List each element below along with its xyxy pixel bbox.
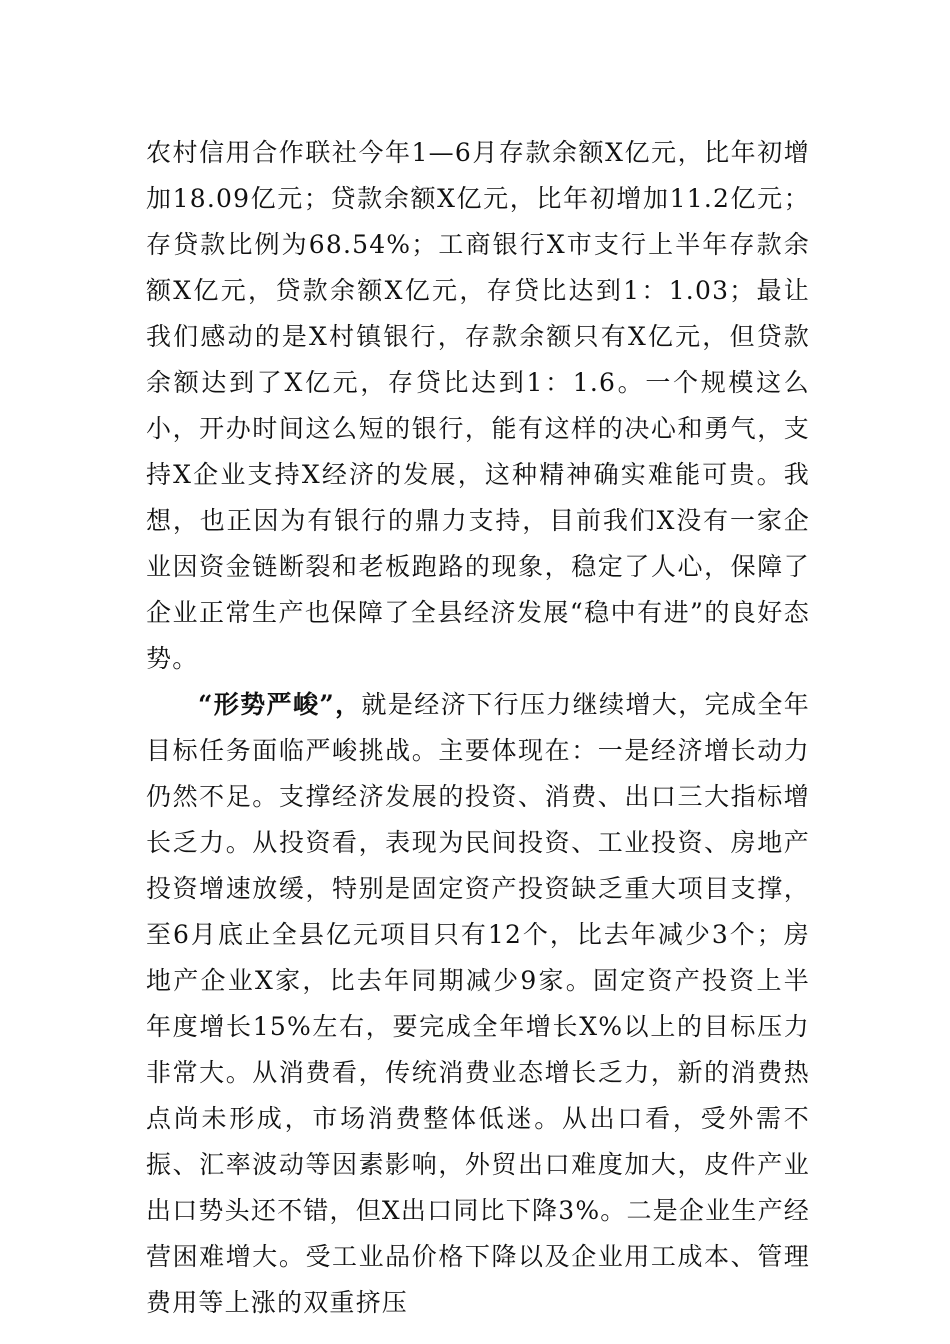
emphasis-heading: “形势严峻”， bbox=[198, 690, 362, 719]
paragraph-banking-loans: 农村信用合作联社今年1—6月存款余额X亿元，比年初增加18.09亿元；贷款余额X亿元，比年初增加11.2亿元；存贷款比例为68.54%；工商银行X市支行上半年存款余额X亿元，贷款余额X亿元，存贷比达到1：1.03；最让我们感动的是X村镇银行，存款余额只有X亿元，但贷款余额达到了X亿元，存贷比达到1：1.6。一个规模这么小，开办时间这么短的银行，能有这样的决心和勇气，支持X企业支持X经济的发展，这种精神确实难能可贵。我想，也正因为有银行的鼎力支持，目前我们X没有一家企业因资金链断裂和老板跑路的现象，稳定了人心，保障了企业正常生产也保障了全县经济发展“稳中有进”的良好态势。 bbox=[146, 138, 810, 673]
document-body bbox=[146, 130, 810, 1326]
paragraph-body-text: 就是经济下行压力继续增大，完成全年目标任务面临严峻挑战。主要体现在：一是经济增长动力仍然不足。支撑经济发展的投资、消费、出口三大指标增长乏力。从投资看，表现为民间投资、工业投资、房地产投资增速放缓，特别是固定资产投资缺乏重大项目支撑，至6月底止全县亿元项目只有12个，比去年减少3个；房地产企业X家，比去年同期减少9家。固定资产投资上半年度增长15%左右，要完成全年增长X%以上的目标压力非常大。从消费看，传统消费业态增长乏力，新的消费热点尚未形成，市场消费整体低迷。从出口看，受外需不振、汇率波动等因素影响，外贸出口难度加大，皮件产业出口势头还不错，但X出口同比下降3%。二是企业生产经营困难增大。受工业品价格下降以及企业用工成本、管理费用等上涨的双重挤压 bbox=[146, 690, 810, 1317]
paragraph-severe-situation bbox=[146, 682, 810, 1326]
